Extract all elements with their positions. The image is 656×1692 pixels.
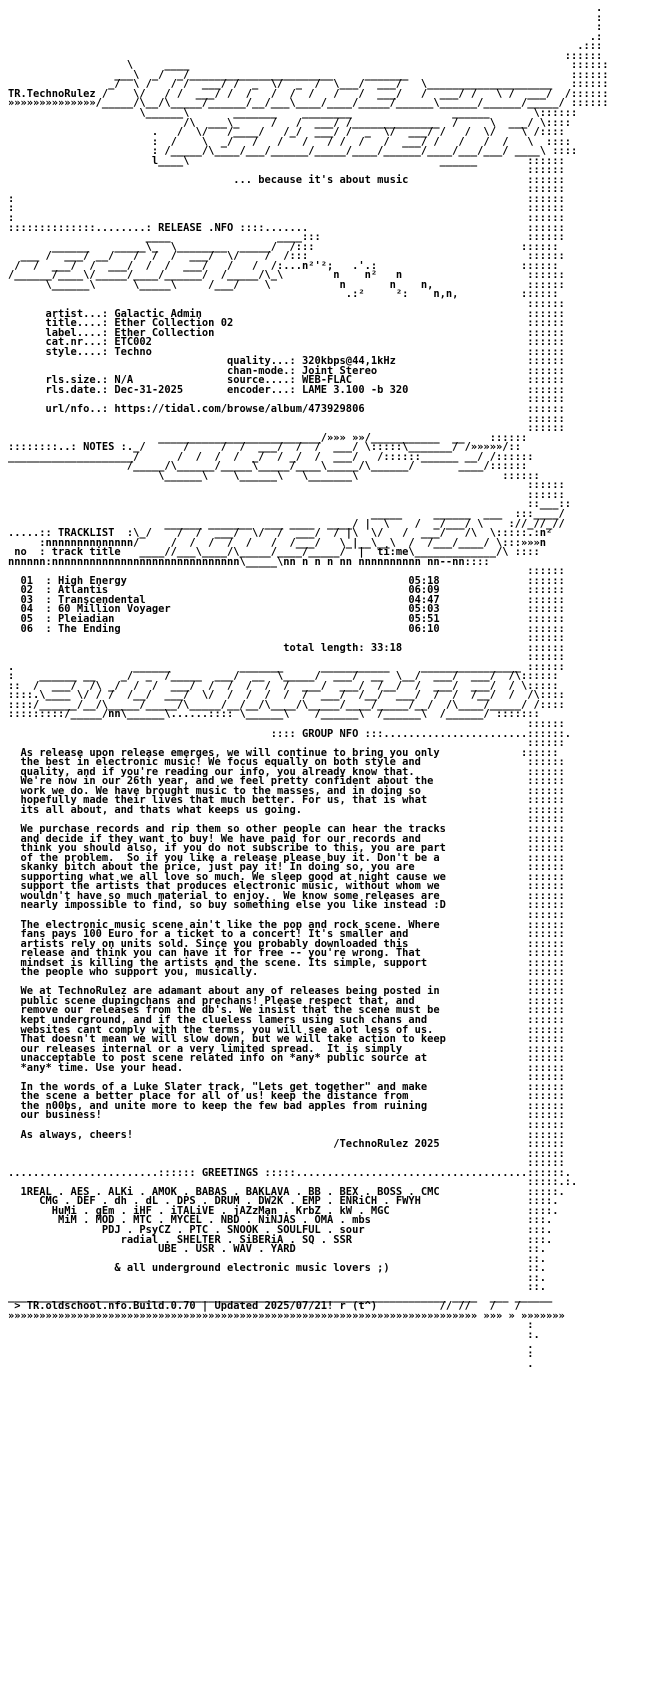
nfo-line: radial . SHELTER . SiBERiA . SQ . SSR :::. [8,1233,553,1246]
nfo-line: work we do. We have brought music to the masses, and in doing so :::::: [8,784,565,797]
nfo-line: :::::: [8,813,565,826]
nfo-line: l____\ ______ :::::: [8,154,565,167]
nfo-line: release and think you can have it for free -- you're wrong. That :::::: [8,947,565,960]
nfo-line: 04 : 60 Million Voyager 05:03 :::::: [8,603,565,616]
nfo-line: the scene a better place for all of us! keep the distance from :::::: [8,1090,565,1103]
nfo-line: :::::: [8,565,565,578]
nfo-line: unacceptable to post scene related info on *any* public source at :::::: [8,1052,565,1065]
nfo-line: . / \/ /____/ /_/ ___/ / _ \/ ___/ / / \/ \ /:::: [8,126,565,139]
nfo-line: :. [8,1329,540,1342]
nfo-line: no : track title ____//___\____/\_____/____/_____/ | ti:me\_____________/\ :::: [8,546,540,559]
nfo-line: :nnnnnnnnnnnnnn/ / / / / / / /___/ \_|__\__\ / /___/____/ \:::»»»n [8,536,546,549]
nfo-line: :::::: [8,49,603,62]
nfo-line: :::::: [8,479,565,492]
nfo-line: :::::: [8,718,565,731]
nfo-line: ::::.\____ \/ / / /__/ ___/ \/ / / / / / ___/ /__/ ___/ / / /__/ / /\:::: [8,689,565,702]
nfo-line: rls.date.: Dec-31-2025 encoder...: LAME 3.100 -b 320 :::::: [8,383,565,396]
nfo-line: ______ _____\_ \________ _____/ /::: :::::: [8,240,559,253]
nfo-line: 05 : Pleiadian 05:51 :::::: [8,613,565,625]
nfo-line: That doesn't mean we will slow down, but we will take action to keep :::::: [8,1033,565,1046]
nfo-line: : :::::: [8,192,565,205]
nfo-line: : :::::: [8,202,565,215]
nfo-line: chan-mode.: Joint Stereo :::::: [8,364,565,377]
nfo-line: mindset is killing the artists and the scene. Its simple, support :::::: [8,956,565,969]
nfo-line: : [8,1348,534,1361]
nfo-line: :::: GROUP NFO :::.......................::::::. [8,727,572,740]
nfo-line: artist...: Galactic Admin :::::: [8,307,565,320]
nfo-line: ____ ____::: :::::: [8,231,565,244]
nfo-line: __________________________/»»» »»/___________ __ :::::: [8,431,528,444]
nfo-line: :::::: [8,908,565,921]
nfo-line: *any* time. Use your head. :::::: [8,1061,565,1074]
nfo-line: :: / ___/ /\ _/ / / ___/ / / / / / ___/ ___/ /__/ / ___/ ___/ / \::::: [8,679,559,692]
nfo-line: 01 : High Energy 05:18 :::::: [8,574,565,587]
nfo-line: of the problem. So if you like a release please buy it. Don't be a :::::: [8,851,565,864]
nfo-line: . [8,1338,534,1351]
nfo-line: :::::: [8,412,565,425]
nfo-line: rls.size.: N/A source....: WEB-FLAC :::::: [8,374,565,387]
nfo-line: MiM . MOD . MTC . MYCEL . NBD . NiNJAS . OMA . mbs :::. [8,1214,553,1227]
nfo-line: .::: [8,40,603,53]
nfo-line: :::::: [8,393,565,406]
nfo-line: We're now in our 26th year, and we feel pretty confident about the :::::: [8,775,565,788]
nfo-line: :::::: [8,488,565,501]
nfo-line: style....: Techno :::::: [8,345,565,358]
nfo-line: and decide if they want to buy! We have paid for our records and :::::: [8,832,565,845]
nfo-line: :::::: [8,1157,565,1170]
nfo-line: the best in electronic music! We focus equally on both style and :::::: [8,756,565,769]
nfo-line: /_____/\______/_____\_____/____\_____/\______/ ____/:::::: [8,460,528,473]
nfo-line: nnnnnn:nnnnnnnnnnnnnnnnnnnnnnnnnnnnnn\_____\nn n n n nn nnnnnnnnnn nn--nn:::: [8,555,490,568]
nfo-line: kept underground, and if the clueless lamers using such chans and :::::: [8,1013,565,1026]
nfo-line: .....:: TRACKLIST :\_/ / / ___/ \/ / ___/ / |\ \/ / ___/ /\ \:::::.:n² [8,527,553,540]
nfo-line: nearly impossible to find, so buy something else you like instead :D :::::: [8,899,565,912]
nfo-line: & all underground electronic music lovers ;) ::. [8,1262,546,1275]
nfo-line: supporting what we all love so much. We sleep good at night cause we :::::: [8,870,565,883]
nfo-line: :::::: [8,632,565,645]
nfo-line: url/nfo..: https://tidal.com/browse/album/473929806 :::::: [8,402,565,415]
nfo-line: wouldn't have so much material to enjoy. We know some releases are :::::: [8,889,565,902]
nfo-line: PDJ . PsyCZ . PTC . SNOOK . SOULFUL . sour :::. [8,1224,553,1236]
nfo-line: »»»»»»»»»»»»»»»»»»»»»»»»»»»»»»»»»»»»»»»»»»»»»»»»»»»»»»»»»»»»»»»»»»»»»»»»»»» »»» » »»»»»»» [8,1309,565,1322]
nfo-line: The electronic music scene ain't like the pop and rock scene. Where :::::: [8,918,565,931]
nfo-line: hopefully made their lives that much better. For us, that is what :::::: [8,794,565,807]
nfo-line: ::. [8,1252,546,1265]
nfo-line: :::::.:. [8,1176,578,1189]
nfo-line: We purchase records and rip them so other people can hear the tracks :::::: [8,823,565,836]
nfo-line: .:² ²: n,n, :::::: [8,288,559,301]
nfo-line: :::::::::/_____/nn\______\......:::: \______\ /______\ /______\ /______/ ::::::: [8,708,540,721]
nfo-line: _____ ______ ___ :::____/ [8,507,565,520]
nfo-line: 03 : Transcendental 04:47 :::::: [8,593,565,606]
nfo-line: CMG . DEF . dh . dL . DPS . DRUM . DW2K . EMP . ENRiCH . FWYH ::::. [8,1195,559,1208]
nfo-line: its all about, and thats what keeps us going. :::::: [8,803,565,816]
nfo-line: fans pays 100 Euro for a ticket to a concert! It's smaller and :::::: [8,928,565,941]
nfo-line: . [8,1357,534,1370]
nfo-line: .: [8,30,603,43]
nfo-line: . [8,2,603,14]
nfo-line: :::::: [8,975,565,988]
nfo-line: :::::: [8,1118,565,1131]
nfo-line: quality...: 320kbps@44,1kHz :::::: [8,355,565,368]
nfo-line: :::::: [8,297,565,310]
nfo-line: public scene dupingchans and prechans! Please respect that, and :::::: [8,994,565,1007]
nfo-line: total length: 33:18 :::::: [8,641,565,654]
nfo-line: ........................:::::: GREETINGS :::::.....................................::::::. [8,1166,572,1179]
nfo-line: As release upon release emerges, we will continue to bring you only :::::: [8,746,559,759]
nfo-line: \______\ _______ ________ ______ \:::::: [8,107,578,120]
nfo-line: \ ____ :::::: [8,59,609,72]
nfo-line: cat.nr...: ETC002 :::::: [8,336,565,349]
nfo-line: the n00bs, and unite more to keep the few bad apples from ruining :::::: [8,1099,565,1112]
nfo-line: 1REAL . AES . ALKi . AMOK . BABAS . BAKLAVA . BB . BEX . BOSS . CMC :::::. [8,1185,565,1198]
nfo-line: : [8,11,603,24]
nfo-line: »»»»»»»»»»»»»»/_____/\__/\_____/______/__/___\____/____/_____/______\______/______/_____/ :::::: [8,97,609,110]
nfo-line: \______\ \______\ \_______\ :::::: [8,469,540,482]
nfo-line: :::::: [8,1147,565,1160]
nfo-line: ____________________/ / / / / _/ / _/ / ___/ /::::::______ __/ /:::::: [8,450,534,463]
nfo-line: support the artists that produces electronic music, without whom we :::::: [8,880,565,893]
nfo-line: ___ / ___/ __/ / / / ___/ \/ / /::: :::::: [8,250,565,263]
nfo-line: :::::: [8,183,565,196]
nfo-line: 06 : The Ending 06:10 :::::: [8,622,565,635]
nfo-line: websites cant comply with the terms, you will see alot less of us. :::::: [8,1023,565,1036]
nfo-line: /______/____\/_____/____/______/ /_____/\_\ n n² n :::::: [8,269,565,282]
nfo-line: : /_____/\____/___/______/_____/____/______/____/___/___/ ____\ :::: [8,145,578,158]
nfo-line: :::::: [8,1071,565,1084]
nfo-line: :::::: [8,422,565,435]
nfo-line: 02 : Atlantis 06:09 :::::: [8,584,565,597]
nfo-line: : :::::: [8,212,565,225]
nfo-line: think you should also, if you do not subscribe to this, you are part :::::: [8,842,565,855]
nfo-line: ______________________________________________________________________ ____ ___ ______ [8,1290,553,1303]
nfo-line: UBE . USR . WAV . YARD ::. [8,1243,546,1256]
nfo-line: remove our releases from the db's. We insist that the scene must be :::::: [8,1004,565,1017]
nfo-line: We at TechnoRulez are adamant about any of releases being posted in :::::: [8,985,565,998]
nfo-line: our business! :::::: [8,1109,565,1122]
nfo-document [8,4,609,1369]
nfo-line: / / ___/ / ___/ / / ___/ / / /:...n²'²; .'.: :::::: [8,259,559,272]
nfo-line: :::::: [8,164,565,177]
nfo-line: : [8,1319,534,1332]
nfo-line: . ______ _______ ___________ ________________ :::::: [8,660,565,673]
nfo-line: \______\ \_____\ /___/ \ n n n, :::::: [8,278,565,291]
nfo-line: ::. [8,1271,546,1284]
nfo-line: artists rely on units sold. Since you probably downloaded this :::::: [8,937,565,950]
nfo-line: ... because it's about music :::::: [8,173,565,186]
nfo-line: our releases internal or a very limited spread. It is simply :::::: [8,1042,565,1055]
nfo-line: ::::/______/__/\_____/_____/\_____/__/__/\____/\_____/____/_____/__/ /\____/_____/ /:::: [8,698,565,711]
nfo-line: title....: Ether Collection 02 :::::: [8,317,565,330]
nfo-line: label....: Ether Collection :::::: [8,326,565,339]
nfo-line: As always, cheers! :::::: [8,1128,565,1141]
nfo-line: ::. [8,1281,546,1294]
nfo-line: ::::::::::::::........: RELEASE .NFO ::::....... :::::: [8,221,565,234]
nfo-line: : ______ __ _/ _ /_____ ___/ __ \_____/ ___/ __ \__/ ___/ ___/ /\:::::: [8,670,559,683]
nfo-line: skanky bitch about the price, just pay it! In doing so, you are :::::: [8,861,565,874]
nfo-line: /\ ___\_ / / ___/ /______________ / \ ___/ \:::: [8,116,572,129]
nfo-line: ::::::::..: NOTES :._/ / / / ___/ / / ___/ \:::::\_______/ /»»»»»/:: [8,441,521,454]
nfo-line: ______ _______ ___ ____ ____/ | \ / _/___/ \ ://_//_// [8,517,565,530]
nfo-line: the people who support you, musically. :::::: [8,966,565,979]
nfo-line: : / \ _/ / / / / / / / ___/ / / / / \ :::: [8,135,572,148]
nfo-line: _/ \ / / / ___/ / _ \/ _ / \___/ ___/ \____________________ :::::: [8,78,609,91]
nfo-line: /TechnoRulez 2025 :::::: [8,1138,565,1151]
nfo-line: ::___:: [8,498,572,511]
nfo-line: :::::: [8,651,565,664]
nfo-line: In the words of a Luke Slater track, "Lets get together" and make :::::: [8,1080,565,1093]
nfo-line: TR.TechnoRulez / \/ / / ___/ / / / / / / / ___/ / ___/ / \ / ___/ /:::::: [8,87,609,100]
nfo-line: > TR.oldschool.nfo.Build.0.70 | Updated 2025/07/21! r (t^) // // / / [8,1300,521,1313]
nfo-line: : [8,21,603,34]
nfo-line: ___\ _/ _/_______________________ _______ :::::: [8,68,609,81]
nfo-line: :::::: [8,737,565,750]
nfo-line: quality, and if you're reading our info, you already know that. :::::: [8,765,565,778]
nfo-line: HuMi . gEm . iHF . iTALiVE . jAZzMan . KrbZ . kW . MGC ::::. [8,1204,559,1217]
